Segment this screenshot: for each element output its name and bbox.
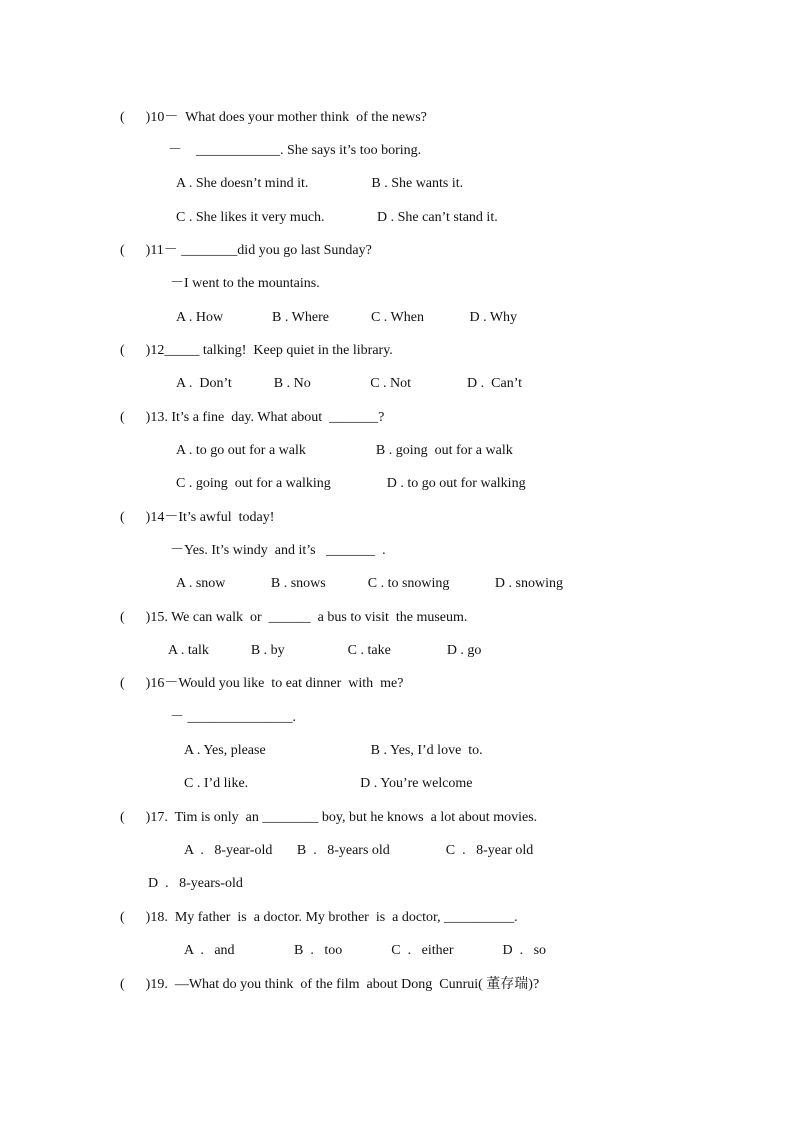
q14-prompt: ( )14－It’s awful today!: [120, 510, 275, 525]
q12-options: A . Don’t B . No C . Not D . Can’t: [176, 376, 522, 391]
q10-options-cd: C . She likes it very much. D . She can’t stand it.: [176, 210, 498, 225]
q19-prompt-end: )?: [528, 977, 540, 992]
q19-chinese-name: 董存瑞: [486, 976, 529, 992]
q10-reply: － ____________. She says it’s too boring.: [168, 143, 422, 158]
q10-options-ab: A . She doesn’t mind it. B . She wants it.: [176, 176, 464, 191]
q13-options-cd: C . going out for a walking D . to go out for walking: [176, 476, 526, 491]
q16-reply: － _______________.: [170, 710, 296, 725]
q12-prompt: ( )12_____ talking! Keep quiet in the library.: [120, 343, 393, 358]
q13-options-ab: A . to go out for a walk B . going out for a walk: [176, 443, 513, 458]
q17-option-d: D . 8-years-old: [148, 876, 243, 891]
q17-options-abc: A . 8-year-old B . 8-years old C . 8-year old: [184, 843, 534, 858]
q10-prompt: ( )10－ What does your mother think of the news?: [120, 110, 427, 125]
q16-prompt: ( )16－Would you like to eat dinner with me?: [120, 676, 404, 691]
q11-reply: －I went to the mountains.: [170, 276, 320, 291]
q11-prompt: ( )11－ ________did you go last Sunday?: [120, 243, 372, 258]
q14-options: A . snow B . snows C . to snowing D . snowing: [176, 576, 563, 591]
q18-prompt: ( )18. My father is a doctor. My brother is a doctor, __________.: [120, 910, 518, 925]
q16-options-ab: A . Yes, please B . Yes, I’d love to.: [184, 743, 483, 758]
q19-prompt-text: ( )19. —What do you think of the film about Dong Cunrui(: [120, 977, 487, 992]
q14-reply: －Yes. It’s windy and it’s _______ .: [170, 543, 386, 558]
q19-prompt: [120, 974, 539, 995]
q17-prompt: ( )17. Tim is only an ________ boy, but he knows a lot about movies.: [120, 810, 538, 825]
q15-prompt: ( )15. We can walk or ______ a bus to visit the museum.: [120, 610, 468, 625]
q18-options: A . and B . too C . either D . so: [184, 943, 547, 958]
q13-prompt: ( )13. It’s a fine day. What about _______?: [120, 410, 385, 425]
q15-options: A . talk B . by C . take D . go: [168, 643, 482, 658]
q16-options-cd: C . I’d like. D . You’re welcome: [184, 776, 473, 791]
q11-options: A . How B . Where C . When D . Why: [176, 310, 518, 325]
